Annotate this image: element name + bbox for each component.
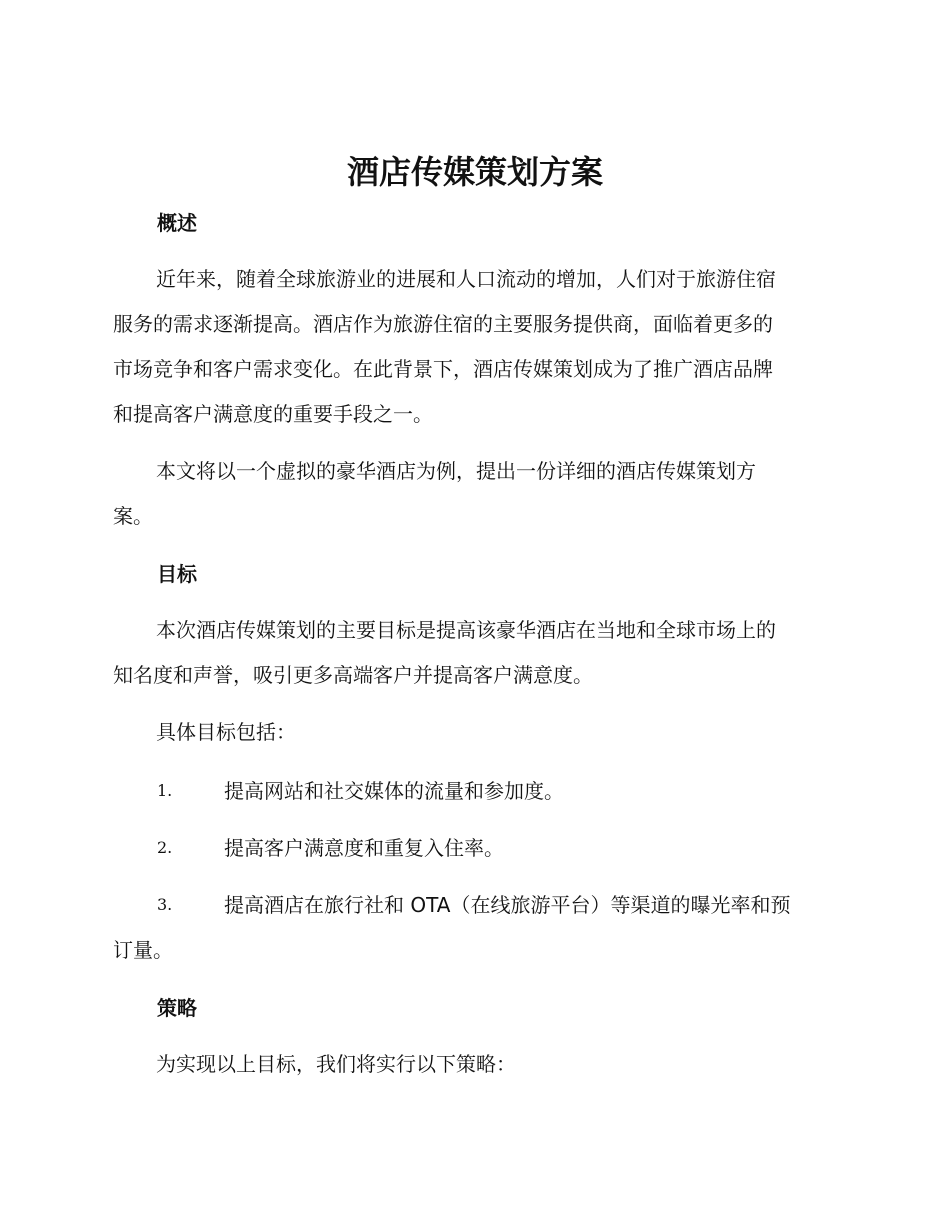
list-item-number: 2. [157, 838, 173, 857]
list-item-continuation: 订量。 [113, 938, 173, 962]
document-title: 酒店传媒策划方案 [346, 153, 603, 191]
paragraph-line: 为实现以上目标，我们将实行以下策略： [156, 1052, 516, 1076]
paragraph-line: 市场竞争和客户需求变化。在此背景下，酒店传媒策划成为了推广酒店品牌 [113, 357, 773, 381]
list-item-number: 3. [157, 895, 173, 914]
list-item-number: 1. [157, 781, 173, 800]
section-heading-goals: 目标 [157, 562, 197, 586]
paragraph-line: 近年来，随着全球旅游业的进展和人口流动的增加，人们对于旅游住宿 [156, 267, 776, 291]
paragraph-line: 和提高客户满意度的重要手段之一。 [113, 402, 433, 426]
strategy-intro [113, 1042, 841, 1087]
list-item-text: 提高客户满意度和重复入住率。 [224, 836, 504, 860]
section-heading-strategy: 策略 [157, 996, 197, 1020]
paragraph-line: 知名度和声誉，吸引更多高端客户并提高客户满意度。 [113, 663, 593, 687]
goals-intro [113, 710, 841, 755]
overview-paragraph-2 [113, 449, 841, 539]
overview-paragraph-1 [113, 257, 841, 437]
paragraph-line: 具体目标包括： [156, 720, 296, 744]
paragraph-line: 案。 [113, 504, 153, 528]
paragraph-line: 服务的需求逐渐提高。酒店作为旅游住宿的主要服务提供商，面临着更多的 [113, 312, 773, 336]
goals-paragraph-1 [113, 608, 841, 698]
section-heading-overview: 概述 [157, 211, 197, 235]
paragraph-line: 本次酒店传媒策划的主要目标是提高该豪华酒店在当地和全球市场上的 [156, 618, 776, 642]
list-item-text: 提高网站和社交媒体的流量和参加度。 [224, 779, 564, 803]
list-item-text: 提高酒店在旅行社和 OTA（在线旅游平台）等渠道的曝光率和预 [224, 893, 791, 917]
paragraph-line: 本文将以一个虚拟的豪华酒店为例，提出一份详细的酒店传媒策划方 [156, 459, 756, 483]
